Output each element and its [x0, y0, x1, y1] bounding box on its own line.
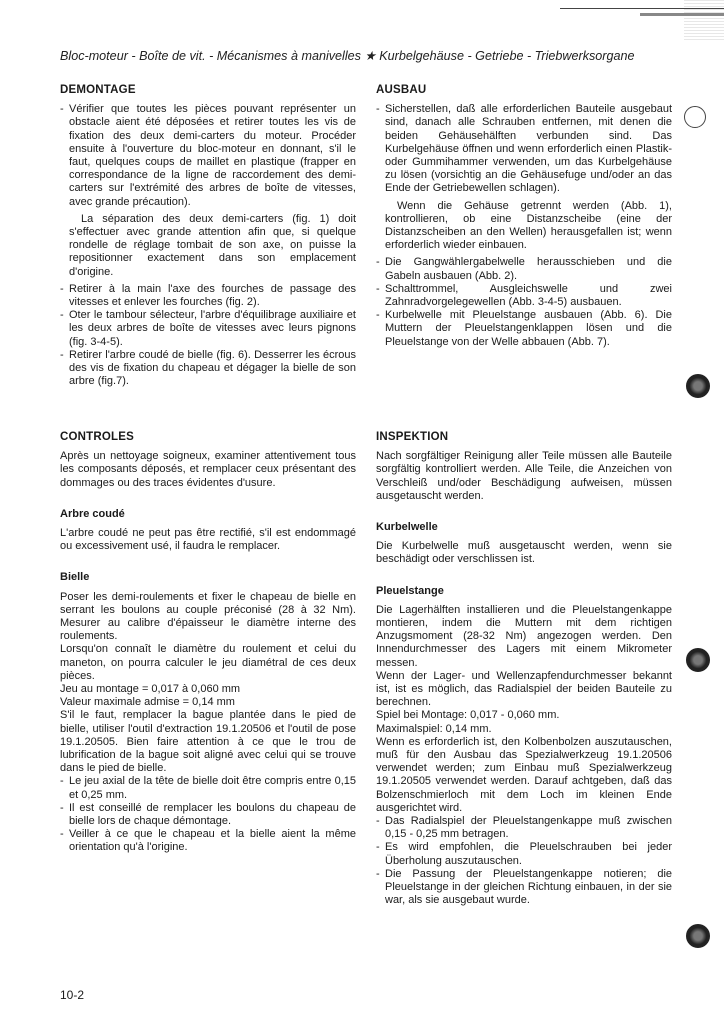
ausbau-list-2	[376, 256, 672, 348]
binder-hole-icon	[686, 924, 710, 948]
heading-bielle: Bielle	[60, 571, 90, 584]
list-item: - Retirer à la main l'axe des fourches de passage des vitesses et enlever les fourches (fig. 2).	[60, 283, 356, 309]
page-number: 10-2	[60, 988, 85, 1002]
running-header: Bloc-moteur - Boîte de vit. - Mécanismes à manivelles ★ Kurbelgehäuse - Getriebe - Triebwerksorgane	[60, 49, 635, 63]
scan-corner	[684, 0, 724, 40]
bielle-p2: Lorsqu'on connaît le diamètre du roulement et celui du maneton, on pourra calculer le jeu diamétral de ces deux pièces.	[60, 643, 356, 682]
heading-demontage: DEMONTAGE	[60, 84, 136, 96]
list-item: - Das Radialspiel der Pleuelstangenkappe muß zwischen 0,15 - 0,25 mm betragen.	[376, 815, 672, 841]
demontage-list	[60, 103, 356, 209]
controles-text: Après un nettoyage soigneux, examiner attentivement tous les composants déposés, et remplacer ceux présentant des dommages ou des traces évidentes d'usure.	[60, 450, 356, 489]
heading-inspektion: INSPEKTION	[376, 431, 449, 443]
pleuel-list	[376, 815, 672, 907]
arbre-coude-text: L'arbre coudé ne peut pas être rectifié, s'il est endommagé ou excessivement usé, il faudra le remplacer.	[60, 527, 356, 553]
list-item: - Veiller à ce que le chapeau et la bielle aient la même orientation qu'à l'origine.	[60, 828, 356, 854]
section-ausbau	[376, 84, 672, 349]
binder-hole-icon	[684, 106, 706, 128]
list-item: - Die Gangwählergabelwelle herausschieben und die Gabeln ausbauen (Abb. 2).	[376, 256, 672, 282]
demontage-list-2	[60, 283, 356, 389]
heading-arbre-coude: Arbre coudé	[60, 507, 125, 520]
list-item: - Die Passung der Pleuelstangenkappe notieren; die Pleuelstange in der gleichen Richtung einbauen, in der sie war, als sie ausgebaut wurde.	[376, 868, 672, 908]
binder-hole-icon	[686, 648, 710, 672]
bielle-p3: Jeu au montage = 0,017 à 0,060 mm	[60, 683, 241, 696]
list-item: - Il est conseillé de remplacer les boulons du chapeau de bielle lors de chaque démontage.	[60, 802, 356, 828]
pleuel-p5: Wenn es erforderlich ist, den Kolbenbolzen auszutauschen, muß für den Ausbau das Spezialwerkzeug 19.1.20506 verwendet werden; zum Einbau muß Spezialwerkzeug 19.1.20505 verwendet werden. Darauf achtgeben, daß das Bolzenschmierloch mit dem Loch im kleinen Ende ausgerichtet wird.	[376, 735, 672, 814]
bielle-p1: Poser les demi-roulements et fixer le chapeau de bielle en serrant les boulons au couple préconisé (28 à 32 Nm). Mesurer au calibre d'épaisseur le diamètre interne des roulements.	[60, 590, 356, 643]
pleuel-p3: Spiel bei Montage: 0,017 - 0,060 mm.	[376, 709, 560, 722]
list-item: - Kurbelwelle mit Pleuelstange ausbauen (Abb. 6). Die Muttern der Pleuelstangenklappen lösen und die Pleuelstange von der Welle abbauen (Abb. 7).	[376, 309, 672, 349]
section-controles	[60, 431, 356, 855]
heading-controles: CONTROLES	[60, 431, 134, 443]
ausbau-list	[376, 103, 672, 195]
section-inspektion	[376, 431, 672, 908]
ausbau-paragraph: Wenn die Gehäuse getrennt werden (Abb. 1), kontrollieren, ob eine Distanzscheibe (eine der Distanzscheiben an den Wellen) herausgefallen ist; wenn erforderlich wieder einbauen.	[385, 199, 672, 252]
inspektion-text: Nach sorgfältiger Reinigung aller Teile müssen alle Bauteile sorgfältig kontrolliert werden. Alle Teile, die Anzeichen von Verschleiß und/oder Beschädigung aufweisen, müssen ausgetauscht werden.	[376, 450, 672, 502]
heading-pleuelstange: Pleuelstange	[376, 584, 444, 597]
list-item: - Es wird empfohlen, die Pleuelschrauben bei jeder Überholung auszutauschen.	[376, 841, 672, 867]
list-item: - Retirer l'arbre coudé de bielle (fig. 6). Desserrer les écrous des vis de fixation du chapeau et dégager la bielle de son arbre (fig.7).	[60, 349, 356, 389]
heading-ausbau: AUSBAU	[376, 84, 427, 96]
bielle-p4: Valeur maximale admise = 0,14 mm	[60, 696, 235, 709]
top-rule-thick	[640, 13, 724, 16]
list-item: - Le jeu axial de la tête de bielle doit être compris entre 0,15 et 0,25 mm.	[60, 775, 356, 801]
pleuel-p2: Wenn der Lager- und Wellenzapfendurchmesser bekannt ist, ist es möglich, das Radialspiel der beiden Bauteile zu berechnen.	[376, 669, 672, 709]
pleuel-p1: Die Lagerhälften installieren und die Pleuelstangenkappe montieren, indem die Muttern mit dem richtigen Anzugsmoment (28-32 Nm) angezogen werden. Den Innendurchmesser des Lagers mit einem Mikrometer messen.	[376, 603, 672, 669]
section-demontage	[60, 84, 356, 388]
list-item: - Schalttrommel, Ausgleichswelle und zwei Zahnradvorgelegewellen (Abb. 3-4-5) ausbauen.	[376, 283, 672, 309]
bielle-p5: S'il le faut, remplacer la bague plantée dans le pied de bielle, utiliser l'outil d'extraction 19.1.20506 et l'outil de pose 19.1.20505. Bien faire attention à ce que le trou de lubrification de la bague soit aligné avec celui qui se trouve dans le pied de bielle.	[60, 709, 356, 775]
list-item: - Vérifier que toutes les pièces pouvant représenter un obstacle aient été déposées et retirer toutes les vis de fixation des deux demi-carters du moteur. Procéder ensuite à l'ouverture du bloc-moteur en donnant, s'il le faut, quelques coups de maillet en plastique (frapper en correspondance de la ligne de raccordement des demi-carters sur l'extrémité des arbres de boîte de vitesses, avec grande précaution).	[60, 103, 356, 209]
list-item: - Sicherstellen, daß alle erforderlichen Bauteile ausgebaut sind, danach alle Schrauben entfernen, mit denen die beiden Gehäusehälften verbunden sind. Das Kurbelgehäuse öffnen und wenn erforderlich einen Plastik- oder Gummihammer verwenden, um das Kurbelgehäuse zu lösen (vorsichtig an die Gehäusefuge und/oder an das Ende der Getriebewellen schlagen).	[376, 103, 672, 195]
binder-hole-icon	[686, 374, 710, 398]
top-rule	[560, 8, 724, 9]
list-item: - Oter le tambour sélecteur, l'arbre d'équilibrage auxiliaire et les deux arbres de boîte de vitesses avec leurs pignons (fig. 3-4-5).	[60, 309, 356, 349]
kurbelwelle-text: Die Kurbelwelle muß ausgetauscht werden, wenn sie beschädigt oder verschlissen ist.	[376, 540, 672, 566]
bielle-list	[60, 775, 356, 854]
pleuel-p4: Maximalspiel: 0,14 mm.	[376, 722, 492, 735]
demontage-paragraph: La séparation des deux demi-carters (fig. 1) doit s'effectuer avec grande attention afin que, si quelque rondelle de réglage tombait de son axe, on puisse la repositionner exactement dans son emplacement d'origine.	[69, 212, 356, 278]
heading-kurbelwelle: Kurbelwelle	[376, 521, 438, 534]
